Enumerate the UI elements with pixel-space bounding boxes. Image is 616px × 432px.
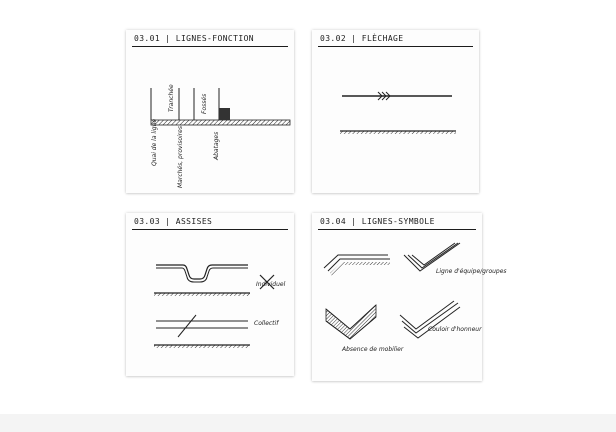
sheet-03-03 <box>126 213 294 376</box>
lignes-fonction-drawing <box>126 30 294 193</box>
sheet-number: 03.02 <box>320 34 347 43</box>
ground-strip <box>151 120 290 125</box>
annotation-2: Marchés, provisoires <box>177 126 184 188</box>
symbol-corner-triple <box>400 301 482 338</box>
lignes-symbole-drawing <box>312 213 507 381</box>
sheet-03-04 <box>312 213 507 381</box>
ground-hatch <box>154 293 250 296</box>
annotation-5: Abatages <box>213 131 220 160</box>
annotation-absence: Absence de mobilier <box>342 346 404 353</box>
ground-hatch <box>154 345 250 348</box>
sheet-number: 03.01 <box>134 34 161 43</box>
sheet-number: 03.03 <box>134 217 161 226</box>
sheet-label: 03.04 | LIGNES-SYMBOLE <box>320 217 435 226</box>
sheet-number: 03.04 <box>320 217 347 226</box>
sheet-03-02 <box>312 30 479 193</box>
sheet-label: 03.01 | LIGNES-FONCTION <box>134 34 254 43</box>
page-footer-strip <box>0 414 616 432</box>
bench-diagonal <box>178 315 196 337</box>
annotation-3: Tranchée <box>168 84 175 112</box>
annotation-individuel: Individuel <box>256 281 286 288</box>
annotation-1: Quai de la ligne <box>151 118 158 166</box>
symbol-corner-hatched <box>324 255 390 276</box>
sheet-title: ASSISES <box>175 217 213 226</box>
symbol-corner-double <box>404 243 507 275</box>
sheet-label: 03.03 | ASSISES <box>134 217 213 226</box>
annotation-4: Fossés <box>201 93 208 114</box>
symbol-chevron-block <box>326 305 404 353</box>
sheet-title: FLÈCHAGE <box>361 34 404 43</box>
dark-block <box>219 108 230 120</box>
sheet-title: LIGNES-FONCTION <box>175 34 254 43</box>
seat-line-bottom <box>156 268 248 282</box>
assises-drawing <box>126 213 294 376</box>
sheet-label: 03.02 | FLÈCHAGE <box>320 34 404 43</box>
annotation-couloir: Couloir d'honneur <box>428 326 482 333</box>
ground-hatch <box>340 131 456 134</box>
flechage-drawing <box>312 30 479 193</box>
seat-line-top <box>156 265 248 279</box>
annotation-collectif: Collectif <box>254 320 279 327</box>
annotation-ligne-equipe: Ligne d'équipe/groupes <box>436 268 507 275</box>
sheet-03-01 <box>126 30 294 193</box>
sheet-title: LIGNES-SYMBOLE <box>361 217 435 226</box>
